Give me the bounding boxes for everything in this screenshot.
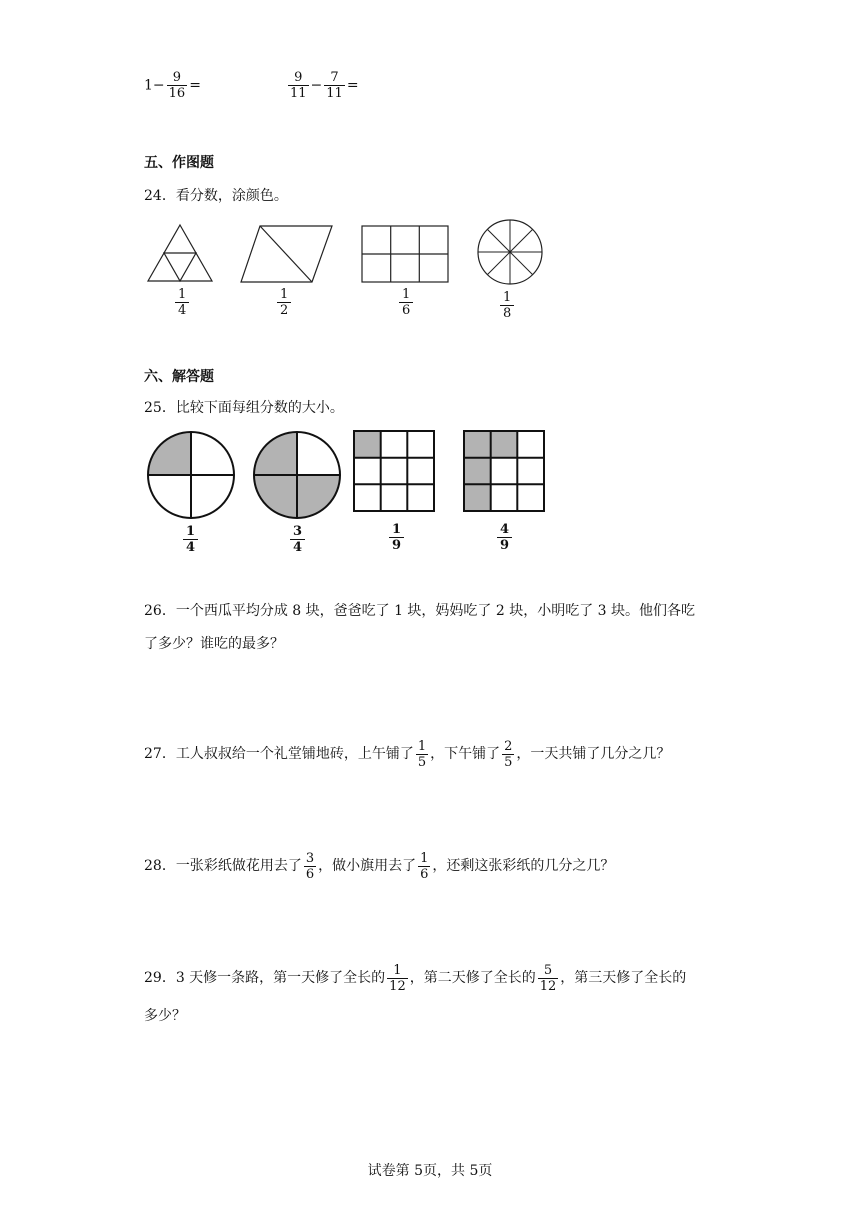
equals-sign: = bbox=[189, 77, 201, 94]
section-5-title: 五、作图题 bbox=[144, 155, 214, 171]
q27-text: 27．工人叔叔给一个礼堂铺地砖，上午铺了 $\frac{1}{5}$ ，下午铺了 $\frac{2}{5}$ ，一天共铺了几分之几？ bbox=[144, 738, 671, 770]
q29-text-line-2: 多少？ bbox=[144, 1008, 186, 1024]
q25-label-1: 1 4 bbox=[183, 524, 198, 555]
fraction: $\frac{9}{11}$ bbox=[290, 70, 307, 101]
whole-number: 1 bbox=[144, 77, 153, 94]
q24-label-4: 1 8 bbox=[500, 290, 514, 321]
q25-label-4: 4 9 bbox=[497, 522, 512, 553]
minus-sign: − bbox=[310, 77, 323, 94]
q23-expression-2 bbox=[286, 70, 359, 101]
grid-one-ninth-shaded-figure bbox=[353, 430, 435, 512]
q24-label-1: 1 4 bbox=[175, 287, 189, 318]
minus-sign: − bbox=[152, 77, 165, 94]
fraction: $\frac{9}{16}$ bbox=[168, 70, 186, 101]
q25-text: 25．比较下面每组分数的大小。 bbox=[144, 400, 344, 416]
circle-eighths-figure bbox=[476, 218, 544, 286]
q24-label-3: 1 6 bbox=[399, 287, 413, 318]
page-footer: 试卷第 5页，共 5页 bbox=[367, 1163, 493, 1179]
parallelogram-figure bbox=[240, 225, 334, 283]
q28-text: 28．一张彩纸做花用去了 $\frac{3}{6}$ ，做小旗用去了 $\frac{1}{6}$ ，还剩这张彩纸的几分之几？ bbox=[144, 850, 615, 882]
fraction: $\frac{1}{5}$ bbox=[417, 738, 427, 770]
q23-expression-1 bbox=[144, 70, 201, 101]
fraction: $\frac{3}{6}$ bbox=[305, 850, 315, 882]
fraction: $\frac{5}{12}$ bbox=[539, 962, 557, 994]
rectangle-figure bbox=[361, 225, 449, 283]
q25-label-2: 3 4 bbox=[290, 524, 305, 555]
circle-three-quarters-shaded-figure bbox=[252, 430, 342, 520]
q24-text: 24．看分数，涂颜色。 bbox=[144, 188, 288, 204]
circle-quarter-shaded-figure bbox=[146, 430, 236, 520]
fraction: $\frac{1}{12}$ bbox=[389, 962, 406, 994]
q24-label-2: 1 2 bbox=[277, 287, 291, 318]
fraction: $\frac{1}{6}$ bbox=[420, 850, 429, 882]
grid-four-ninths-shaded-figure bbox=[463, 430, 545, 512]
q25-label-3: 1 9 bbox=[389, 522, 404, 553]
fraction: $\frac{2}{5}$ bbox=[504, 738, 513, 770]
equals-sign: = bbox=[346, 77, 359, 94]
fraction: $\frac{7}{11}$ bbox=[326, 70, 343, 101]
q26-text-line-1: 26．一个西瓜平均分成 8 块，爸爸吃了 1 块，妈妈吃了 2 块，小明吃了 3 块。他们各吃 bbox=[144, 603, 696, 619]
triangle-figure bbox=[147, 224, 213, 282]
q29-text-line-1: 29．3 天修一条路，第一天修了全长的 $\frac{1}{12}$ ，第二天修了全长的 $\frac{5}{12}$ ，第三天修了全长的 bbox=[144, 962, 687, 994]
section-6-title: 六、解答题 bbox=[144, 369, 214, 385]
q26-text-line-2: 了多少？谁吃的最多？ bbox=[144, 636, 284, 652]
